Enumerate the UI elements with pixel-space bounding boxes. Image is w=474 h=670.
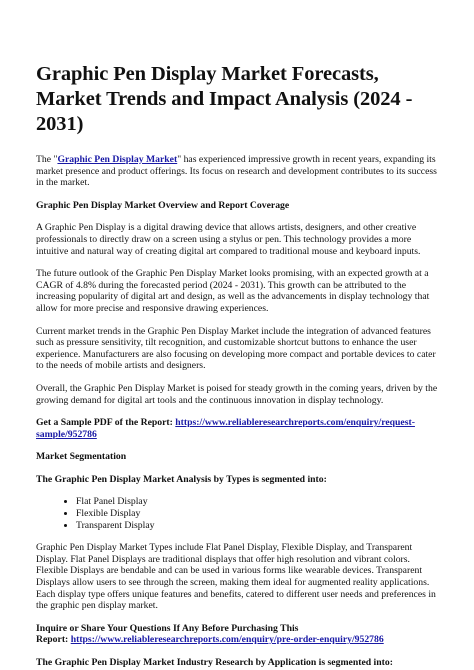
inquiry-link[interactable]: https://www.reliableresearchreports.com/enquiry/pre-order-enquiry/952786: [70, 634, 384, 646]
sample-label: Get a Sample PDF of the Report:: [36, 417, 176, 429]
list-item: • Flat Panel Display: [76, 496, 438, 508]
intro-suffix: " has experienced impressive growth in recent years, expanding its market presence and product offerings. Its focus on research and development contributes to its success in the market.: [36, 154, 437, 189]
types-list: [36, 496, 438, 531]
inquiry-label-line2: Report:: [36, 634, 71, 646]
intro-paragraph: [36, 154, 438, 189]
outlook-paragraph: The future outlook of the Graphic Pen Display Market looks promising, with an expected growth at a CAGR of 4.8% during the forecasted period (2024 - 2031). This growth can be attributed to the increasing popularity of digital art and design, as well as the advancements in display technology that allow for more precise and responsive drawing experiences.: [36, 268, 430, 314]
intro-prefix: The ": [36, 154, 58, 165]
segmentation-heading: Market Segmentation: [36, 451, 127, 463]
types-heading: The Graphic Pen Display Market Analysis by Types is segmented into:: [36, 473, 327, 485]
sample-link[interactable]: https://www.reliableresearchreports.com/enquiry/request-sample/952786: [36, 417, 415, 440]
inquiry-request: [36, 623, 438, 646]
list-item: • Flexible Display: [76, 508, 438, 520]
definition-paragraph: A Graphic Pen Display is a digital drawing device that allows artists, designers, and other creative professionals to directly draw on a screen using a stylus or pen. This technology provides a more intuitive and natural way of creating digital art compared to traditional mouse and keyboard inputs.: [36, 222, 421, 257]
trends-paragraph: Current market trends in the Graphic Pen Display Market include the integration of advanced features such as pressure sensitivity, tilt recognition, and customizable shortcut buttons to enhance the user experience. Manufacturers are also focusing on developing more compact and portable devices to cater to the needs of mobile artists and designers.: [36, 325, 436, 372]
application-heading: The Graphic Pen Display Market Industry Research by Application is segmented into:: [36, 657, 393, 668]
list-item: • Transparent Display: [76, 520, 438, 532]
market-link[interactable]: Graphic Pen Display Market: [57, 154, 178, 165]
summary-paragraph: Overall, the Graphic Pen Display Market is poised for steady growth in the coming years, driven by the growing demand for digital art tools and the continuous innovation in display technology.: [36, 382, 438, 406]
sample-request: [36, 417, 438, 440]
inquiry-label-line1: Inquire or Share Your Questions If Any Before Purchasing This: [36, 622, 299, 634]
document-title: Graphic Pen Display Market Forecasts, Market Trends and Impact Analysis (2024 - 2031): [36, 63, 413, 135]
overview-heading: Graphic Pen Display Market Overview and Report Coverage: [36, 199, 290, 211]
types-paragraph: Graphic Pen Display Market Types include Flat Panel Display, Flexible Display, and Transparent Display. Flat Panel Displays are traditional displays that offer high resolution and vibrant colors. Flexible Displays are bendable and can be used in various forms like wearable devices. Transparent Displays allow users to see through the screen, making them ideal for augmented reality applications. Each display type offers unique features and benefits, catered to different user needs and preferences in the graphic pen display market.: [36, 542, 436, 612]
